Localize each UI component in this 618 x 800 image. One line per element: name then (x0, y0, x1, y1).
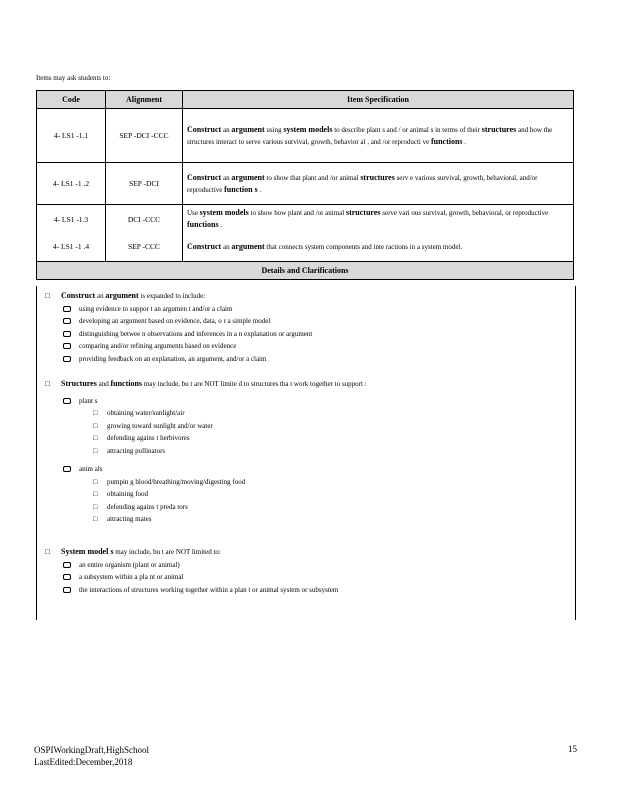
circle-bullet-icon (63, 331, 71, 337)
table-header-row (37, 91, 574, 109)
details-header-row (37, 261, 574, 279)
row-code: 4- LS1 -1.1 (37, 109, 106, 163)
header-alignment: Alignment (106, 91, 183, 109)
square-bullet-icon: □ (93, 490, 98, 498)
footer-line-1: OSPIWorkingDraft,HighSchool (34, 745, 150, 755)
row-alignment: SEP -DCI (106, 163, 183, 205)
section-heading: □ Structures and functions may include, bu t are NOT limite d to structures tha t work together to support : (45, 378, 567, 391)
row-code: 4- LS1 -1.3 (37, 205, 106, 234)
square-bullet-icon: □ (93, 434, 98, 442)
circle-bullet-icon (63, 306, 71, 312)
table-row (37, 233, 574, 261)
list-item: □ attracting pollinators (45, 445, 567, 458)
circle-bullet-icon (63, 398, 71, 404)
bullet-icon: □ (45, 379, 50, 388)
circle-bullet-icon (63, 318, 71, 324)
list-item: an entire organism (plant or animal) (45, 559, 567, 572)
list-item: anim als (45, 463, 567, 476)
details-section (36, 286, 576, 620)
list-item: □ obtaining water/sunlight/air (45, 407, 567, 420)
footer-line-2: LastEdited:December,2018 (34, 757, 133, 767)
bullet-icon: □ (45, 547, 50, 556)
square-bullet-icon: □ (93, 409, 98, 417)
square-bullet-icon: □ (93, 421, 98, 430)
circle-bullet-icon (63, 562, 71, 568)
row-alignment: SEP -DCI -CCC (106, 109, 183, 163)
row-alignment: DCI -CCC (106, 205, 183, 234)
row-spec: Construct an argument to show that plant and /or animal structures serv e various survival, growth, behavioral, and/or reproductive function s . (183, 163, 574, 205)
list-item: □ defending agains t herbivores (45, 432, 567, 445)
section-heading: □ Construct an argument is expanded to include: (45, 290, 567, 303)
section-heading: □ System model s may include, bu t are NOT limited to: (45, 546, 567, 559)
list-item: □ pumpin g blood/breathing/moving/digesting food (45, 476, 567, 489)
table-row (37, 205, 574, 234)
circle-bullet-icon (63, 466, 71, 472)
intro-text: Items may ask students to: (36, 74, 111, 82)
circle-bullet-icon (63, 343, 71, 349)
circle-bullet-icon (63, 574, 71, 580)
row-code: 4- LS1 -1 .4 (37, 233, 106, 261)
square-bullet-icon: □ (93, 446, 98, 455)
row-spec: Use system models to show how plant and /or animal structures serve vari ous survival, growth, behavioral, or reproductive functions . (183, 205, 574, 234)
footer (34, 744, 149, 768)
square-bullet-icon: □ (93, 477, 98, 486)
list-item: providing feedback on an explanation, an argument, and/or a claim (45, 353, 567, 366)
table-row (37, 109, 574, 163)
list-item: □ obtaining food (45, 488, 567, 501)
header-item-specification: Item Specification (183, 91, 574, 109)
list-item: □ growing toward sunlight and/or water (45, 420, 567, 433)
bullet-icon: □ (45, 291, 50, 300)
list-item: comparing and/or refining arguments based on evidence (45, 340, 567, 353)
structures-functions-section (45, 378, 567, 526)
list-item: distinguishing betwee n observations and inferences in a n explanation or argument (45, 328, 567, 341)
square-bullet-icon: □ (93, 515, 98, 523)
row-code: 4- LS1 -1 .2 (37, 163, 106, 205)
list-item: a subsystem within a pla nt or animal (45, 571, 567, 584)
list-item: □ defending agains t preda tors (45, 501, 567, 514)
list-item: □ attracting mates (45, 513, 567, 526)
row-spec: Construct an argument that connects system components and inte ractions in a system model. (183, 233, 574, 261)
details-header: Details and Clarifications (37, 261, 574, 279)
list-item: the interactions of structures working together within a plan t or animal system or subsystem (45, 584, 567, 597)
circle-bullet-icon (63, 356, 71, 362)
list-item: plant s (45, 395, 567, 408)
construct-argument-section (45, 290, 567, 365)
page-number: 15 (568, 744, 577, 754)
row-spec: Construct an argument using system models to describe plant s and / or animal s in terms of their structures and how the structures interact to serve various survival, growth, behavior al , and /or reproducti ve functions . (183, 109, 574, 163)
spec-table (36, 90, 574, 280)
header-code: Code (37, 91, 106, 109)
row-alignment: SEP -CCC (106, 233, 183, 261)
system-models-section (45, 546, 567, 596)
circle-bullet-icon (63, 587, 71, 593)
square-bullet-icon: □ (93, 502, 98, 511)
list-item: using evidence to suppor t an argumen t and/or a claim (45, 303, 567, 316)
list-item: developing an argument based on evidence, data, o r a simple model (45, 315, 567, 328)
table-row (37, 163, 574, 205)
